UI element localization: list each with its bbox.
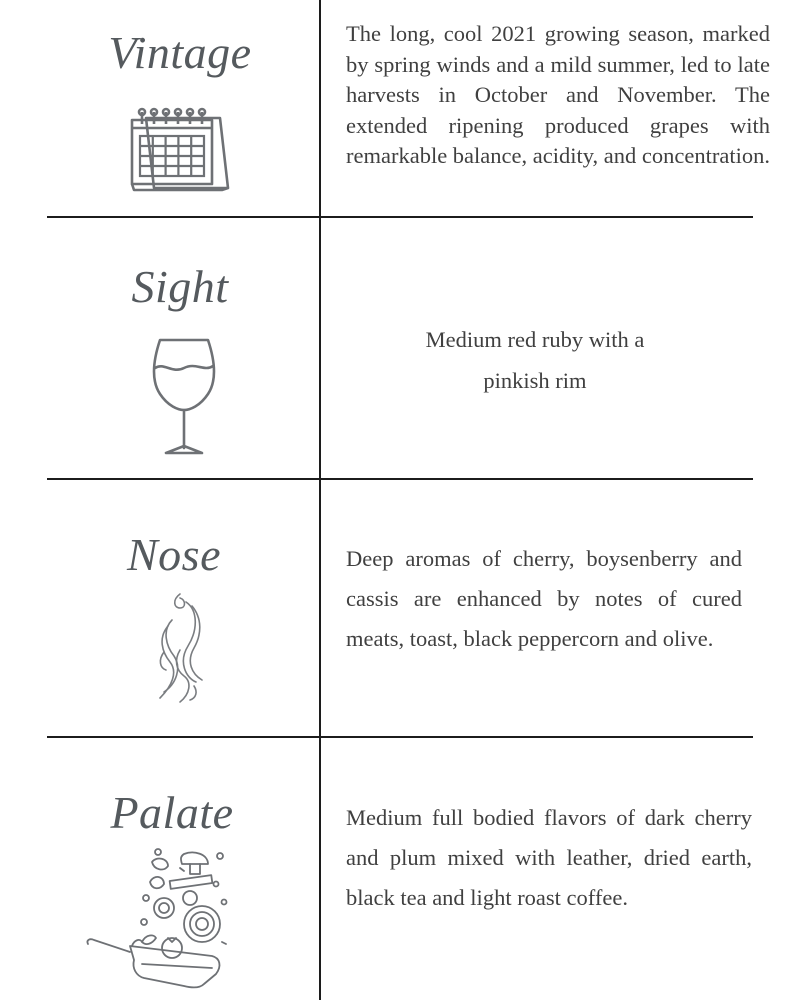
vintage-section <box>0 0 800 216</box>
sight-section <box>0 218 800 478</box>
sight-description <box>370 319 700 401</box>
food-pan-icon <box>84 846 234 996</box>
sight-label: Sight <box>131 261 229 312</box>
palate-description: Medium full bodied flavors of dark cherry and plum mixed with leather, dried earth, black tea and light roast coffee. <box>346 805 752 910</box>
vintage-label: Vintage <box>108 27 252 78</box>
nose-label: Nose <box>127 529 221 580</box>
palate-label: Palate <box>110 787 234 838</box>
sight-description-line-2: pinkish rim <box>483 368 587 393</box>
sight-description-line-1: Medium red ruby with a <box>425 327 645 352</box>
wine-glass-icon <box>150 336 218 458</box>
nose-description: Deep aromas of cherry, boysenberry and cassis are enhanced by notes of cured meats, toast, black peppercorn and olive. <box>346 546 742 651</box>
aroma-swirl-icon <box>150 590 210 708</box>
palate-section <box>0 738 800 1000</box>
nose-section <box>0 480 800 736</box>
calendar-icon <box>128 106 232 194</box>
vintage-description: The long, cool 2021 growing season, marked by spring winds and a mild summer, led to late harvests in October and November. The extended ripening produced grapes with remarkable balance, acidity, and concentration. <box>346 21 770 168</box>
